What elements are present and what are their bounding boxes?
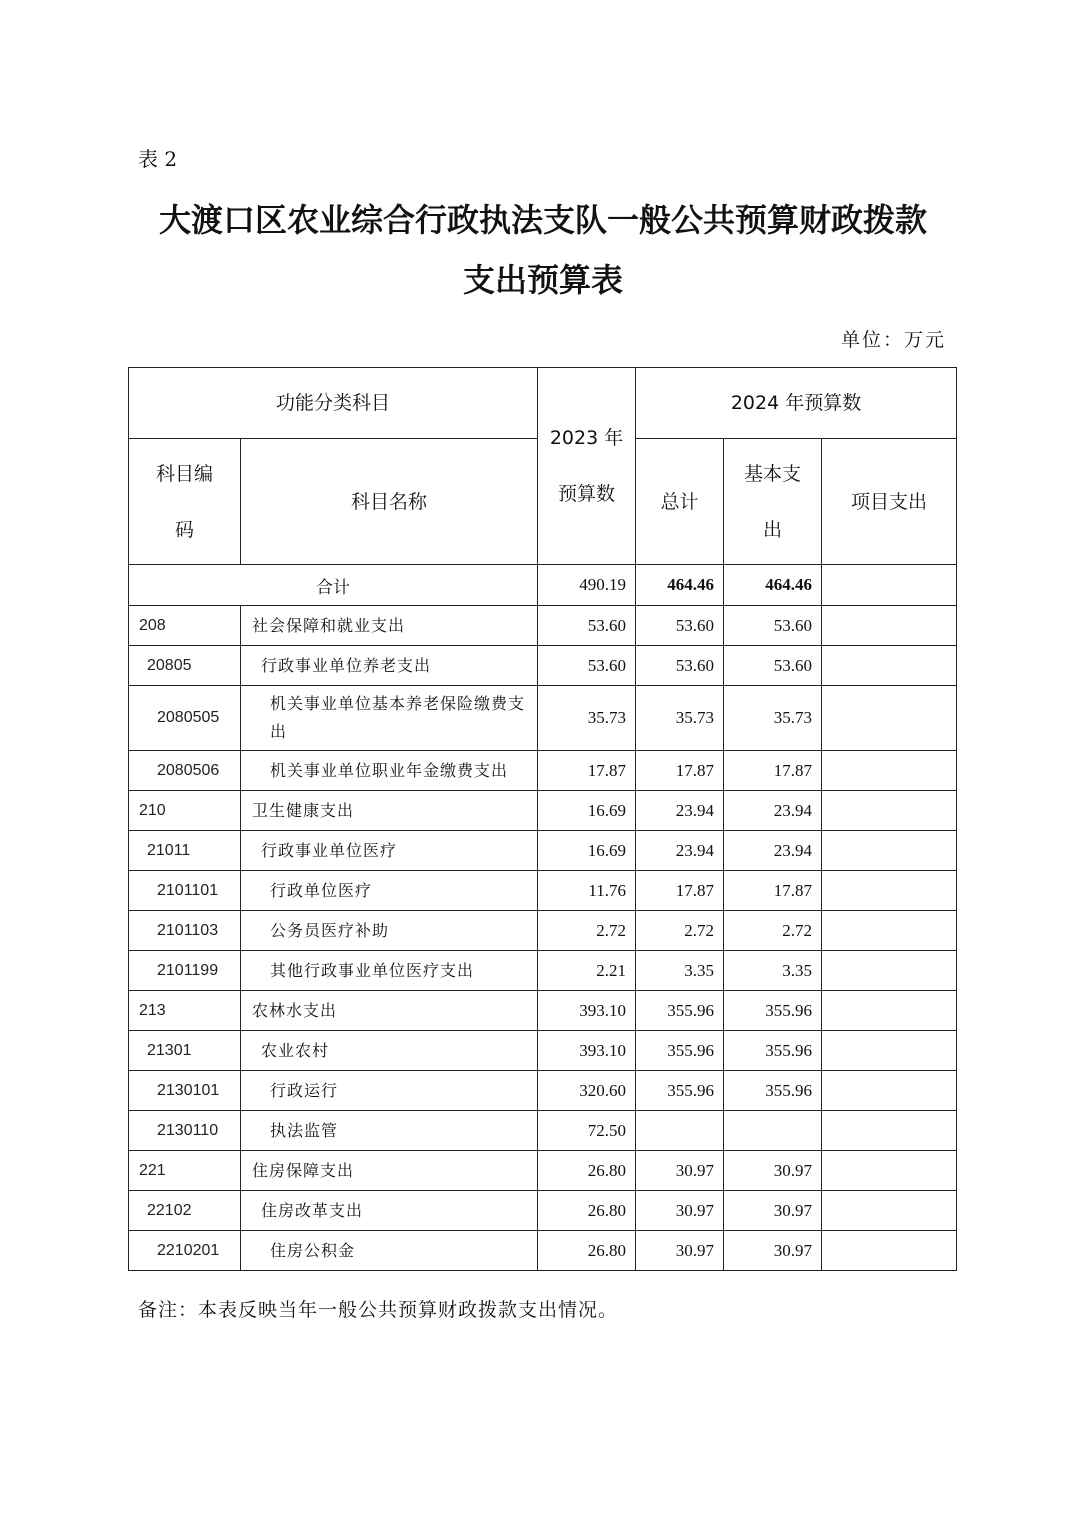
row-total: 355.96 [636,1031,724,1071]
row-total: 23.94 [636,831,724,871]
row-basic: 17.87 [724,871,822,911]
row-name: 农业农村 [241,1031,538,1071]
row-project [822,911,957,951]
row-total: 35.73 [636,686,724,751]
total-project [822,565,957,606]
row-2023: 17.87 [538,751,636,791]
row-project [822,991,957,1031]
row-basic: 35.73 [724,686,822,751]
row-project [822,871,957,911]
total-label: 合计 [129,565,538,606]
row-basic: 355.96 [724,991,822,1031]
budget-table [128,367,957,1271]
row-2023: 11.76 [538,871,636,911]
row-basic: 17.87 [724,751,822,791]
row-name: 机关事业单位基本养老保险缴费支出 [241,686,538,751]
table-row [129,1151,957,1191]
row-total: 30.97 [636,1191,724,1231]
table-row [129,991,957,1031]
row-basic: 23.94 [724,831,822,871]
table-row [129,791,957,831]
row-project [822,951,957,991]
row-code: 210 [129,791,241,831]
row-name: 行政事业单位医疗 [241,831,538,871]
table-row [129,951,957,991]
table-row [129,1071,957,1111]
row-basic: 30.97 [724,1151,822,1191]
row-name: 住房改革支出 [241,1191,538,1231]
row-2023: 26.80 [538,1191,636,1231]
row-basic: 30.97 [724,1191,822,1231]
row-basic: 53.60 [724,646,822,686]
row-code: 20805 [129,646,241,686]
row-2023: 53.60 [538,646,636,686]
total-basic: 464.46 [724,565,822,606]
row-2023: 2.21 [538,951,636,991]
row-total: 2.72 [636,911,724,951]
row-code: 2101199 [129,951,241,991]
table-row [129,1191,957,1231]
table-label: 表 2 [138,147,178,171]
total-row [129,565,957,606]
total-2023: 490.19 [538,565,636,606]
row-code: 21301 [129,1031,241,1071]
row-basic: 23.94 [724,791,822,831]
row-code: 2210201 [129,1231,241,1271]
row-name: 住房保障支出 [241,1151,538,1191]
row-code: 2101103 [129,911,241,951]
table-row [129,1111,957,1151]
row-basic: 30.97 [724,1231,822,1271]
row-project [822,1071,957,1111]
row-2023: 53.60 [538,606,636,646]
row-code: 2101101 [129,871,241,911]
row-name: 社会保障和就业支出 [241,606,538,646]
header-project: 项目支出 [822,439,957,565]
row-2023: 320.60 [538,1071,636,1111]
row-total [636,1111,724,1151]
row-project [822,751,957,791]
row-name: 行政运行 [241,1071,538,1111]
row-total: 23.94 [636,791,724,831]
row-total: 17.87 [636,871,724,911]
table-row [129,751,957,791]
row-2023: 16.69 [538,831,636,871]
row-total: 30.97 [636,1231,724,1271]
row-project [822,1111,957,1151]
row-2023: 393.10 [538,991,636,1031]
table-row [129,606,957,646]
row-project [822,1191,957,1231]
row-project [822,1231,957,1271]
page-title-line2: 支出预算表 [462,261,623,299]
row-code: 208 [129,606,241,646]
row-basic: 355.96 [724,1071,822,1111]
header-code: 科目编码 [129,439,241,565]
table-row [129,1031,957,1071]
row-name: 执法监管 [241,1111,538,1151]
row-project [822,686,957,751]
row-total: 3.35 [636,951,724,991]
table-row [129,871,957,911]
row-project [822,646,957,686]
row-2023: 2.72 [538,911,636,951]
table-row [129,686,957,751]
row-name: 其他行政事业单位医疗支出 [241,951,538,991]
row-code: 22102 [129,1191,241,1231]
page-title: 大渡口区农业综合行政执法支队一般公共预算财政拨款 [158,201,927,239]
row-name: 机关事业单位职业年金缴费支出 [241,751,538,791]
row-total: 53.60 [636,646,724,686]
row-total: 355.96 [636,991,724,1031]
table-row [129,831,957,871]
header-func: 功能分类科目 [129,368,538,439]
row-basic: 2.72 [724,911,822,951]
row-name: 行政单位医疗 [241,871,538,911]
row-code: 2080506 [129,751,241,791]
row-total: 53.60 [636,606,724,646]
row-basic: 3.35 [724,951,822,991]
row-2023: 35.73 [538,686,636,751]
row-total: 355.96 [636,1071,724,1111]
row-name: 公务员医疗补助 [241,911,538,951]
row-code: 2130101 [129,1071,241,1111]
row-project [822,831,957,871]
footnote: 备注：本表反映当年一般公共预算财政拨款支出情况。 [138,1299,619,1321]
header-total: 总计 [636,439,724,565]
header-basic: 基本支出 [724,439,822,565]
header-2024: 2024 年预算数 [636,368,957,439]
row-basic: 355.96 [724,1031,822,1071]
row-name: 卫生健康支出 [241,791,538,831]
row-basic: 53.60 [724,606,822,646]
row-code: 21011 [129,831,241,871]
row-code: 213 [129,991,241,1031]
row-project [822,606,957,646]
row-code: 221 [129,1151,241,1191]
row-2023: 26.80 [538,1151,636,1191]
row-basic [724,1111,822,1151]
row-code: 2130110 [129,1111,241,1151]
row-2023: 16.69 [538,791,636,831]
table-row [129,1231,957,1271]
header-name: 科目名称 [241,439,538,565]
row-2023: 26.80 [538,1231,636,1271]
row-project [822,1151,957,1191]
row-project [822,791,957,831]
row-name: 住房公积金 [241,1231,538,1271]
total-total: 464.46 [636,565,724,606]
row-2023: 72.50 [538,1111,636,1151]
table-row [129,911,957,951]
row-total: 30.97 [636,1151,724,1191]
row-total: 17.87 [636,751,724,791]
unit-label: 单位：万元 [840,329,946,351]
row-name: 农林水支出 [241,991,538,1031]
row-name: 行政事业单位养老支出 [241,646,538,686]
row-code: 2080505 [129,686,241,751]
header-2023: 2023 年预算数 [538,368,636,565]
row-2023: 393.10 [538,1031,636,1071]
table-row [129,646,957,686]
row-project [822,1031,957,1071]
